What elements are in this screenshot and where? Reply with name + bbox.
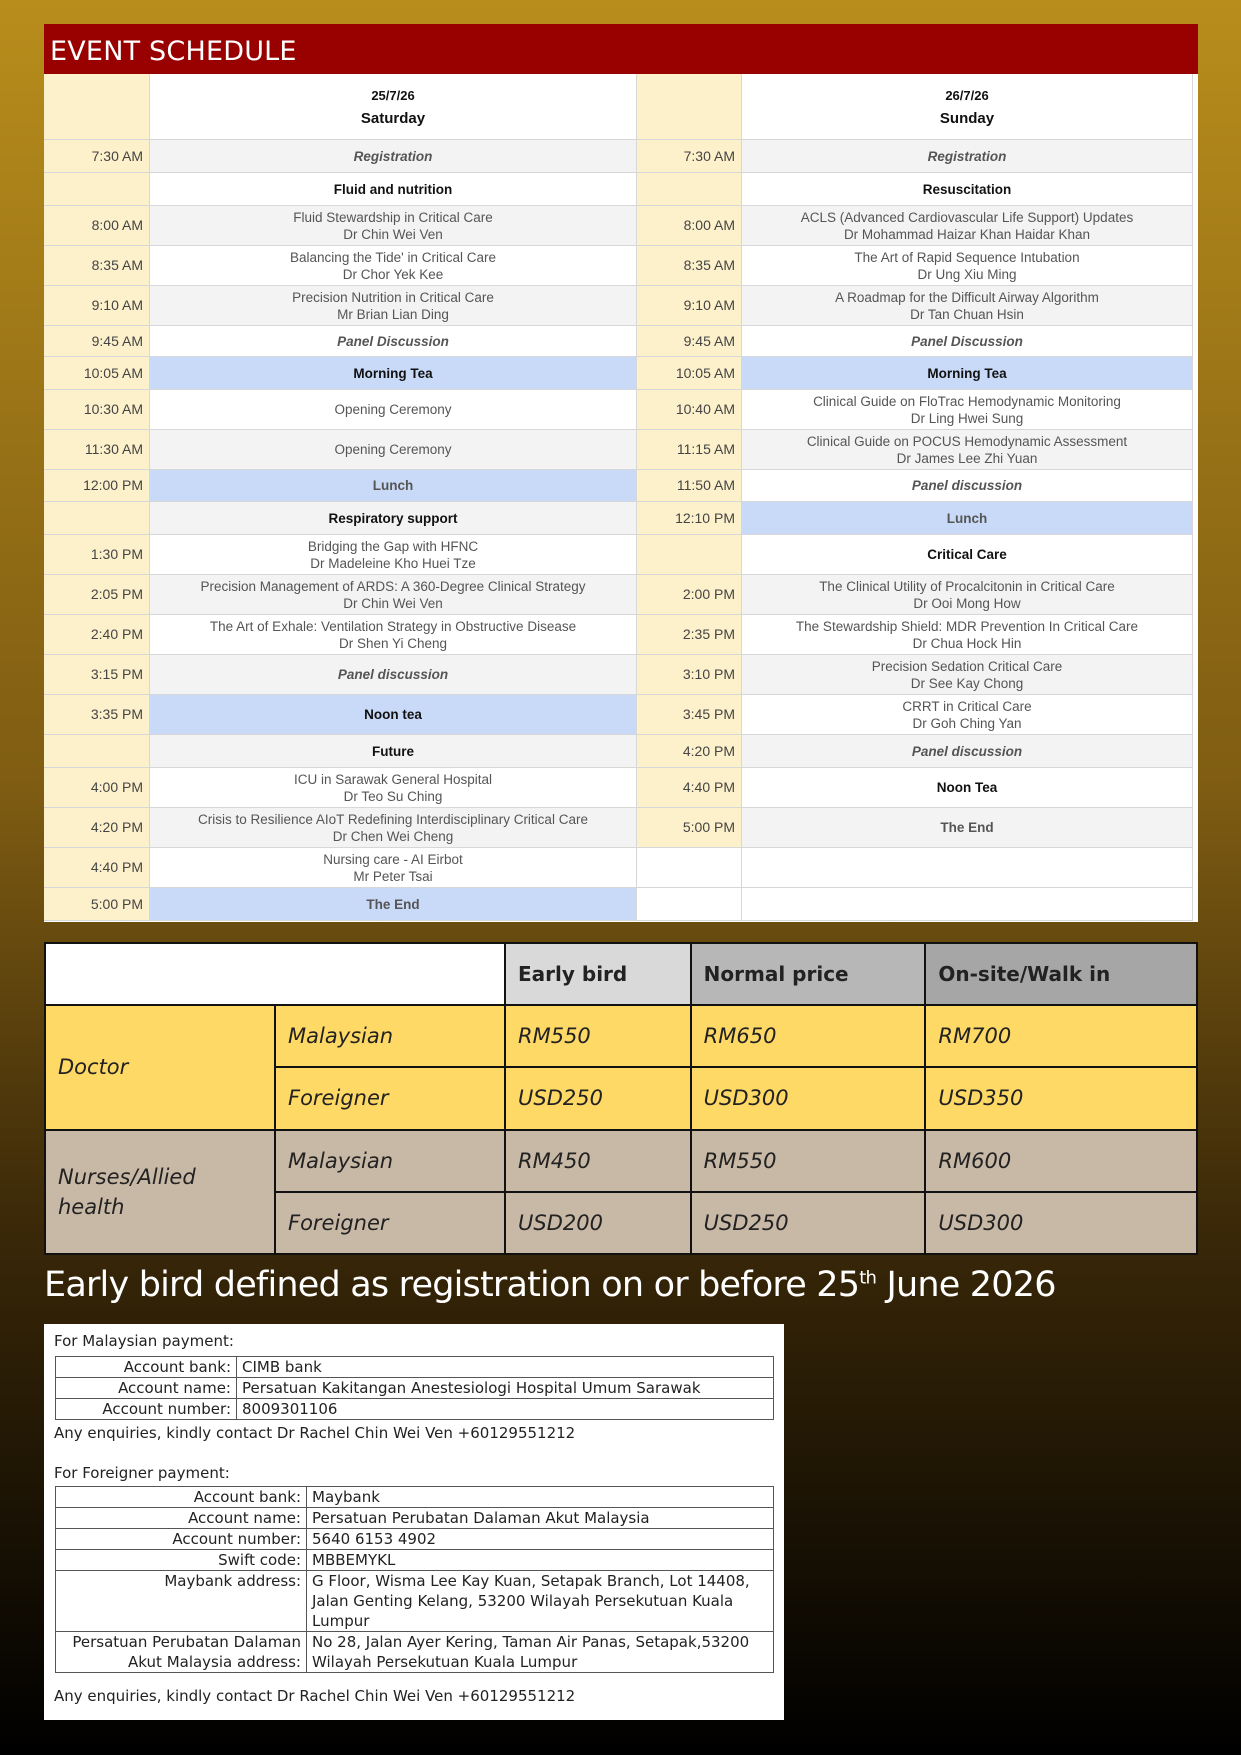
payment-row [56,1357,774,1378]
payment-field-label: Account bank: [56,1357,237,1378]
time-slot-day1: 2:05 PM [44,575,150,615]
time-slot-day1: 8:00 AM [44,206,150,246]
time-slot-day2 [637,535,742,575]
time-header-day2 [637,74,742,140]
time-slot-day1: 10:05 AM [44,357,150,390]
session-day1 [150,326,637,357]
session-title: Bridging the Gap with HFNC [307,538,479,554]
session-day2 [742,655,1193,695]
session-speaker: Dr Chin Wei Ven [343,226,443,242]
time-slot-day2: 11:50 AM [637,470,742,502]
session-day2 [742,173,1193,206]
session-day2 [742,470,1193,502]
session-title: The End [366,896,420,912]
schedule-row [44,655,1198,695]
schedule-row [44,430,1198,470]
session-day2 [742,848,1193,888]
fee-value: RM600 [925,1130,1197,1192]
session-day2 [742,286,1193,326]
session-day2 [742,768,1193,808]
session-speaker: Dr See Kay Chong [910,675,1024,691]
fee-value: USD250 [505,1067,691,1129]
time-header-day1 [44,74,150,140]
fee-header-onsite: On-site/Walk in [925,943,1197,1005]
fee-value: USD300 [925,1192,1197,1254]
early-bird-note [44,1265,1056,1305]
session-title: Panel discussion [337,667,449,682]
session-day2 [742,246,1193,286]
time-slot-day2: 8:00 AM [637,206,742,246]
payment-field-label: Account name: [56,1508,307,1529]
time-slot-day1: 2:40 PM [44,615,150,655]
session-day1 [150,615,637,655]
payment-details [44,1324,784,1720]
session-speaker: Dr Ooi Mong How [913,595,1021,611]
payment-field-value: 8009301106 [237,1399,774,1420]
schedule-row [44,888,1198,921]
time-slot-day2: 10:05 AM [637,357,742,390]
session-speaker: Mr Brian Lian Ding [337,306,449,322]
payment-field-value: 5640 6153 4902 [307,1529,774,1550]
session-title: Balancing the Tide' in Critical Care [290,249,496,265]
fee-value: RM550 [505,1005,691,1067]
fee-nationality: Malaysian [275,1005,505,1067]
session-speaker: Dr Chua Hock Hin [912,635,1022,651]
fee-nationality: Foreigner [275,1192,505,1254]
session-day2 [742,140,1193,173]
session-title: Registration [353,148,433,164]
foreigner-payment-title: For Foreigner payment: [54,1464,230,1482]
schedule-row [44,695,1198,735]
fee-value: USD200 [505,1192,691,1254]
schedule-row [44,470,1198,502]
session-title: Panel Discussion [337,333,449,349]
payment-field-label: Account number: [56,1399,237,1420]
session-speaker: Dr Chin Wei Ven [343,595,443,611]
schedule-row [44,575,1198,615]
session-day1 [150,655,637,695]
session-speaker: Dr Madeleine Kho Huei Tze [310,555,476,571]
day2-weekday: Sunday [939,109,995,127]
time-slot-day2: 7:30 AM [637,140,742,173]
session-day1 [150,888,637,921]
session-title: Opening Ceremony [334,442,452,457]
schedule-row [44,615,1198,655]
payment-row [56,1487,774,1508]
day1-date: 25/7/26 [371,87,415,103]
time-slot-day1: 7:30 AM [44,140,150,173]
session-day2 [742,502,1193,535]
time-slot-day1 [44,173,150,206]
session-title: Fluid Stewardship in Critical Care [293,209,493,225]
time-slot-day2 [637,173,742,206]
payment-row [56,1399,774,1420]
session-day1 [150,246,637,286]
session-speaker: Dr Ung Xiu Ming [917,266,1017,282]
time-slot-day1: 9:10 AM [44,286,150,326]
session-day1 [150,695,637,735]
time-slot-day1: 12:00 PM [44,470,150,502]
session-title: Noon Tea [936,780,998,795]
fee-header-blank [45,943,505,1005]
session-day2 [742,735,1193,768]
time-slot-day1: 9:45 AM [44,326,150,357]
time-slot-day1: 11:30 AM [44,430,150,470]
session-day2 [742,357,1193,390]
time-slot-day1: 1:30 PM [44,535,150,575]
schedule-row [44,535,1198,575]
payment-row [56,1571,774,1632]
session-title: Registration [927,148,1007,164]
session-day1 [150,735,637,768]
session-day1 [150,502,637,535]
session-speaker: Dr Tan Chuan Hsin [910,306,1024,322]
session-day1 [150,768,637,808]
schedule-row [44,502,1198,535]
session-title: The Stewardship Shield: MDR Prevention In Critical Care [795,618,1139,634]
time-slot-day2: 4:40 PM [637,768,742,808]
session-day1 [150,535,637,575]
early-bird-ordinal: th [859,1267,877,1289]
session-title: CRRT in Critical Care [902,698,1032,714]
session-day2 [742,615,1193,655]
session-title: Lunch [372,478,414,493]
time-slot-day2: 2:00 PM [637,575,742,615]
session-day2 [742,326,1193,357]
session-title: Future [372,743,414,759]
day1-header [150,74,637,140]
session-title: Precision Management of ARDS: A 360-Degree Clinical Strategy [200,578,586,594]
early-bird-text: Early bird defined as registration on or before 25 [44,1265,860,1305]
session-title: Nursing care - AI Eirbot [323,851,463,867]
fee-value: RM450 [505,1130,691,1192]
session-day2 [742,390,1193,430]
session-day2 [742,575,1193,615]
day1-weekday: Saturday [360,109,426,127]
session-day1 [150,575,637,615]
enquiry-text-foreigner: Any enquiries, kindly contact Dr Rachel Chin Wei Ven +60129551212 [54,1687,576,1705]
time-slot-day2 [637,888,742,921]
time-slot-day2: 3:10 PM [637,655,742,695]
registration-fee-table [44,942,1198,1255]
time-slot-day2: 12:10 PM [637,502,742,535]
session-title: ACLS (Advanced Cardiovascular Life Support) Updates [800,209,1134,225]
enquiry-text-malaysian: Any enquiries, kindly contact Dr Rachel Chin Wei Ven +60129551212 [54,1424,576,1442]
schedule-row [44,206,1198,246]
session-day2 [742,430,1193,470]
fee-row-nurse-malaysian [45,1130,1197,1192]
session-title: The Art of Exhale: Ventilation Strategy in Obstructive Disease [209,618,577,634]
session-day2 [742,535,1193,575]
session-day1 [150,808,637,848]
schedule-row [44,390,1198,430]
session-title: Morning Tea [927,365,1007,381]
session-title: A Roadmap for the Difficult Airway Algorithm [835,289,1099,305]
payment-field-label: Swift code: [56,1550,307,1571]
payment-field-label: Account name: [56,1378,237,1399]
session-title: Clinical Guide on FloTrac Hemodynamic Monitoring [813,393,1121,409]
fee-header-early-bird: Early bird [505,943,691,1005]
session-title: Panel discussion [911,743,1023,759]
payment-row [56,1378,774,1399]
session-title: Fluid and nutrition [333,181,453,197]
fee-value: RM550 [691,1130,926,1192]
session-title: Respiratory support [328,510,458,526]
fee-value: USD300 [691,1067,926,1129]
malaysian-payment-title: For Malaysian payment: [54,1332,234,1350]
time-slot-day2: 8:35 AM [637,246,742,286]
malaysian-payment-table [55,1356,774,1420]
schedule-day-header-row [44,74,1198,140]
payment-field-value: MBBEMYKL [307,1550,774,1571]
session-title: Crisis to Resilience AIoT Redefining Interdisciplinary Critical Care [198,811,588,827]
session-title: Resuscitation [922,181,1012,197]
time-slot-day2: 2:35 PM [637,615,742,655]
time-slot-day2: 4:20 PM [637,735,742,768]
session-title: Noon tea [364,707,422,722]
session-day2 [742,808,1193,848]
session-day1 [150,140,637,173]
session-title: Precision Nutrition in Critical Care [292,289,494,305]
session-title: Lunch [946,510,988,526]
time-slot-day1: 4:40 PM [44,848,150,888]
early-bird-date: June 2026 [876,1265,1056,1305]
payment-field-value: No 28, Jalan Ayer Kering, Taman Air Panas, Setapak,53200 Wilayah Persekutuan Kuala Lumpur [307,1632,774,1673]
schedule-row [44,326,1198,357]
session-speaker: Dr Teo Su Ching [343,788,443,804]
time-slot-day2: 10:40 AM [637,390,742,430]
session-speaker: Dr Goh Ching Yan [912,715,1022,731]
fee-category-nurses: Nurses/Allied health [45,1130,275,1254]
payment-row [56,1550,774,1571]
fee-header-row [45,943,1197,1005]
session-speaker: Dr Shen Yi Cheng [338,635,448,651]
time-slot-day1: 5:00 PM [44,888,150,921]
session-day1 [150,848,637,888]
session-title: The End [940,820,994,835]
fee-nationality: Malaysian [275,1130,505,1192]
payment-row [56,1508,774,1529]
session-speaker: Dr James Lee Zhi Yuan [896,450,1038,466]
session-title: Critical Care [927,547,1007,562]
schedule-row [44,848,1198,888]
schedule-row [44,246,1198,286]
time-slot-day2: 9:45 AM [637,326,742,357]
schedule-row [44,768,1198,808]
time-slot-day2: 11:15 AM [637,430,742,470]
session-day2 [742,888,1193,921]
schedule-row [44,140,1198,173]
session-speaker: Dr Chor Yek Kee [342,266,444,282]
session-day1 [150,206,637,246]
time-slot-day1: 4:00 PM [44,768,150,808]
session-title: The Clinical Utility of Procalcitonin in Critical Care [819,578,1115,594]
payment-field-label: Account bank: [56,1487,307,1508]
session-title: Morning Tea [353,365,433,381]
time-slot-day2: 5:00 PM [637,808,742,848]
fee-row-doctor-malaysian [45,1005,1197,1067]
time-slot-day1: 8:35 AM [44,246,150,286]
session-speaker: Dr Mohammad Haizar Khan Haidar Khan [843,226,1091,242]
fee-nationality: Foreigner [275,1067,505,1129]
time-slot-day2: 9:10 AM [637,286,742,326]
session-title: Clinical Guide on POCUS Hemodynamic Assessment [806,433,1128,449]
time-slot-day1: 3:15 PM [44,655,150,695]
payment-field-value: Maybank [307,1487,774,1508]
schedule-row [44,286,1198,326]
fee-value: RM700 [925,1005,1197,1067]
payment-field-label: Maybank address: [56,1571,307,1632]
session-day1 [150,357,637,390]
schedule-row [44,357,1198,390]
schedule-title: EVENT SCHEDULE [44,24,1198,74]
payment-field-label: Persatuan Perubatan Dalaman Akut Malaysia address: [56,1632,307,1673]
session-title: Panel Discussion [911,333,1023,349]
session-title: The Art of Rapid Sequence Intubation [854,249,1080,265]
foreigner-payment-table [55,1486,774,1673]
time-slot-day2: 3:45 PM [637,695,742,735]
payment-field-value: CIMB bank [237,1357,774,1378]
day2-date: 26/7/26 [945,87,989,103]
session-day1 [150,430,637,470]
session-day1 [150,390,637,430]
schedule-row [44,808,1198,848]
fee-header-normal: Normal price [691,943,926,1005]
session-day1 [150,470,637,502]
time-slot-day1: 10:30 AM [44,390,150,430]
payment-field-value: Persatuan Perubatan Dalaman Akut Malaysia [307,1508,774,1529]
session-speaker: Mr Peter Tsai [353,868,433,884]
session-title: ICU in Sarawak General Hospital [293,771,493,787]
time-slot-day1 [44,735,150,768]
time-slot-day1: 3:35 PM [44,695,150,735]
session-title: Precision Sedation Critical Care [871,658,1063,674]
event-schedule [44,24,1198,922]
day2-header [742,74,1193,140]
session-title: Opening Ceremony [334,402,452,417]
fee-value: USD250 [691,1192,926,1254]
session-day2 [742,695,1193,735]
fee-category-doctor: Doctor [45,1005,275,1129]
session-day1 [150,286,637,326]
payment-field-label: Account number: [56,1529,307,1550]
session-speaker: Dr Chen Wei Cheng [332,828,454,844]
payment-row [56,1632,774,1673]
time-slot-day1: 4:20 PM [44,808,150,848]
time-slot-day1 [44,502,150,535]
schedule-row [44,735,1198,768]
fee-value: USD350 [925,1067,1197,1129]
schedule-row [44,173,1198,206]
session-day1 [150,173,637,206]
payment-field-value: G Floor, Wisma Lee Kay Kuan, Setapak Branch, Lot 14408, Jalan Genting Kelang, 53200 Wilayah Persekutuan Kuala Lumpur [307,1571,774,1632]
session-day2 [742,206,1193,246]
session-speaker: Dr Ling Hwei Sung [910,410,1024,426]
time-slot-day2 [637,848,742,888]
fee-value: RM650 [691,1005,926,1067]
payment-row [56,1529,774,1550]
payment-field-value: Persatuan Kakitangan Anestesiologi Hospital Umum Sarawak [237,1378,774,1399]
session-title: Panel discussion [911,478,1023,493]
